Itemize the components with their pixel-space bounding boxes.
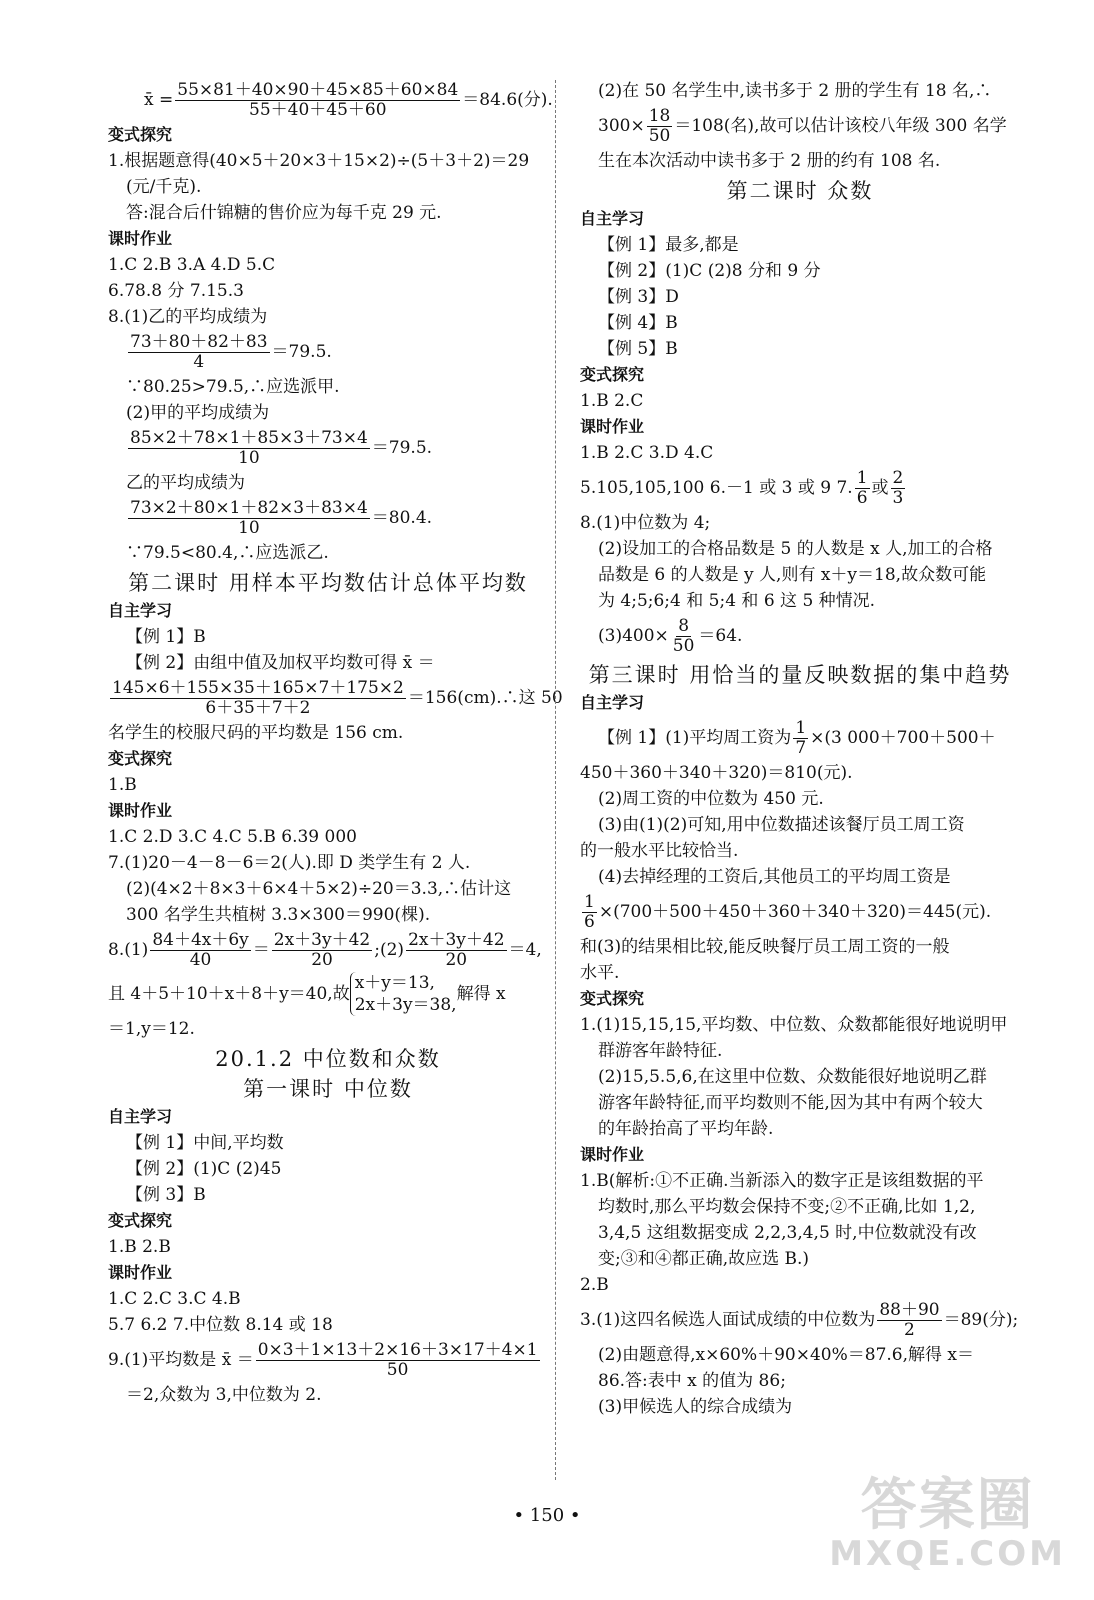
fraction xyxy=(793,719,808,758)
formula-line xyxy=(108,676,563,720)
text: ＝108(名),故可以估计该校八年级 300 名学 xyxy=(674,116,1007,136)
formula-line xyxy=(580,1298,1020,1342)
watermark-url: MXQE.COM xyxy=(829,1534,1066,1574)
formula-line xyxy=(108,330,548,374)
formula-line xyxy=(108,972,548,1016)
text-line: 乙的平均成绩为 xyxy=(126,473,245,493)
text-line: 1.C 2.B 3.A 4.D 5.C xyxy=(108,255,276,275)
fraction xyxy=(406,931,506,970)
text: (3)400× xyxy=(598,626,669,646)
text-line: (元/千克). xyxy=(126,177,202,197)
right-column xyxy=(580,78,1020,1420)
watermark-text: 答案圈 xyxy=(860,1473,1035,1538)
equation-system xyxy=(350,972,457,1016)
text-line: 1.B xyxy=(108,775,137,795)
text-line: (2)15,5.5,6,在这里中位数、众数能很好地说明乙群 xyxy=(598,1067,987,1087)
text: 5.105,105,100 6.－1 或 3 或 9 7. xyxy=(580,478,853,498)
text-line: 品数是 6 的人数是 y 人,则有 x＋y＝18,故众数可能 xyxy=(598,565,987,585)
denominator: 7 xyxy=(795,737,807,758)
fraction xyxy=(150,931,250,970)
lesson-title: 第二课时 用样本平均数估计总体平均数 xyxy=(128,571,528,595)
fraction xyxy=(110,679,406,718)
text: ＝80.4. xyxy=(371,508,433,528)
numerator: 2 xyxy=(892,467,904,488)
left-column xyxy=(108,78,563,1408)
section-heading: 变式探究 xyxy=(108,1211,173,1230)
watermark-logo xyxy=(829,1473,1066,1574)
fraction xyxy=(256,1341,540,1380)
formula-line xyxy=(580,614,1020,658)
section-heading: 自主学习 xyxy=(580,693,645,712)
text: 8.(1) xyxy=(108,940,149,960)
section-heading: 课时作业 xyxy=(580,417,645,436)
numerator: 8 xyxy=(678,615,690,636)
equation: 2x＋3y＝38, xyxy=(354,995,457,1015)
numerator: 1 xyxy=(795,717,807,738)
text: ＝156(cm).∴这 50 xyxy=(407,688,563,708)
text: ×(700＋500＋450＋360＋340＋320)＝445(元). xyxy=(598,902,992,922)
text-line: ∵80.25>79.5,∴应选派甲. xyxy=(126,377,340,397)
text-line: (2)在 50 名学生中,读书多于 2 册的学生有 18 名,∴ xyxy=(598,81,992,101)
lesson-title: 第二课时 众数 xyxy=(726,179,874,203)
text-line: 8.(1)乙的平均成绩为 xyxy=(108,307,268,327)
fraction xyxy=(128,499,370,538)
numerator: 55×81＋40×90＋45×85＋60×84 xyxy=(177,79,459,100)
text-line: 1.C 2.C 3.C 4.B xyxy=(108,1289,241,1309)
text-line: 6.78.8 分 7.15.3 xyxy=(108,281,244,301)
text-line: 1.B 2.B xyxy=(108,1237,171,1257)
denominator: 10 xyxy=(238,517,260,538)
denominator: 50 xyxy=(648,125,671,146)
equation: x＋y＝13, xyxy=(354,973,435,993)
text-line: ＝2,众数为 3,中位数为 2. xyxy=(126,1385,322,1405)
denominator: 20 xyxy=(445,949,468,970)
text-line: ＝1,y＝12. xyxy=(108,1019,195,1039)
numerator: 145×6＋155×35＋165×7＋175×2 xyxy=(112,677,404,698)
text-line: 【例 2】由组中值及加权平均数可得 x̄ ＝ xyxy=(126,653,435,673)
text: x̄ = xyxy=(144,90,174,110)
numerator: 0×3＋1×13＋2×16＋3×17＋4×1 xyxy=(257,1339,538,1360)
text-line: 的年龄抬高了平均年龄. xyxy=(598,1119,774,1139)
text: 且 4＋5＋10＋x＋8＋y＝40,故 xyxy=(108,984,350,1004)
denominator: 50 xyxy=(672,635,695,656)
text-line: 1.B 2.C 3.D 4.C xyxy=(580,443,714,463)
text-line: 答:混合后什锦糖的售价应为每千克 29 元. xyxy=(126,203,442,223)
numerator: 88＋90 xyxy=(879,1299,940,1320)
denominator: 40 xyxy=(189,949,212,970)
section-heading: 变式探究 xyxy=(108,749,173,768)
text-line: 7.(1)20－4－8－6＝2(人).即 D 类学生有 2 人. xyxy=(108,853,471,873)
formula-line xyxy=(580,466,1020,510)
text-line: 【例 3】B xyxy=(126,1185,206,1205)
text-line: 3,4,5 这组数据变成 2,2,3,4,5 时,中位数就没有改 xyxy=(598,1223,977,1243)
text-line: 群游客年龄特征. xyxy=(598,1041,723,1061)
formula-line xyxy=(108,496,548,540)
numerator: 18 xyxy=(648,105,671,126)
denominator: 6 xyxy=(856,487,868,508)
fraction xyxy=(855,469,870,508)
text-line: 【例 1】B xyxy=(126,627,206,647)
text-line: 【例 2】(1)C (2)45 xyxy=(126,1159,282,1179)
text-line: (3)甲候选人的综合成绩为 xyxy=(598,1397,793,1417)
text-line: (2)甲的平均成绩为 xyxy=(126,403,270,423)
text-line: ∵79.5<80.4,∴应选派乙. xyxy=(126,543,329,563)
text-line: 1.根据题意得(40×5＋20×3＋15×2)÷(5＋3＋2)＝29 xyxy=(108,151,530,171)
text: 解得 x xyxy=(456,984,506,1004)
denominator: 4 xyxy=(193,351,205,372)
numerator: 1 xyxy=(856,467,868,488)
formula-line xyxy=(108,426,548,470)
numerator: 2x＋3y＋42 xyxy=(273,929,371,950)
text: ＝4, xyxy=(508,940,542,960)
section-heading: 变式探究 xyxy=(580,989,645,1008)
text: ＝84.6(分). xyxy=(462,90,553,110)
text: ＝79.5. xyxy=(371,438,433,458)
text-line: 均数时,那么平均数会保持不变;②不正确,比如 1,2, xyxy=(598,1197,976,1217)
text-line: (2)设加工的合格品数是 5 的人数是 x 人,加工的合格 xyxy=(598,539,993,559)
lesson-title: 第三课时 用恰当的量反映数据的集中趋势 xyxy=(588,663,1012,687)
column-divider xyxy=(555,80,556,1480)
text-line: 为 4;5;6;4 和 5;4 和 6 这 5 种情况. xyxy=(598,591,876,611)
text-line: (2)由题意得,x×60%＋90×40%＝87.6,解得 x＝ xyxy=(598,1345,975,1365)
denominator: 20 xyxy=(311,949,333,970)
fraction xyxy=(175,81,460,120)
denominator: 2 xyxy=(904,1319,915,1340)
denominator: 50 xyxy=(386,1359,409,1380)
section-heading: 课时作业 xyxy=(108,229,173,248)
section-heading: 自主学习 xyxy=(108,1107,173,1126)
text: ＝ xyxy=(252,940,270,960)
text: ;(2) xyxy=(374,940,405,960)
text-line: 的一般水平比较恰当. xyxy=(580,841,739,861)
text-line: 1.B 2.C xyxy=(580,391,644,411)
text-line: 变;③和④都正确,故应选 B.) xyxy=(598,1249,810,1269)
denominator: 6 xyxy=(584,911,595,932)
text-line: 生在本次活动中读书多于 2 册的约有 108 名. xyxy=(598,151,941,171)
section-heading: 自主学习 xyxy=(108,601,173,620)
text-line: 1.(1)15,15,15,平均数、中位数、众数都能很好地说明甲 xyxy=(580,1015,1008,1035)
text-line: (4)去掉经理的工资后,其他员工的平均周工资是 xyxy=(598,867,951,887)
fraction xyxy=(272,931,372,970)
text: ＝64. xyxy=(698,626,743,646)
text: ＝79.5. xyxy=(271,342,332,362)
denominator: 55＋40＋45＋60 xyxy=(249,99,387,120)
text-line: 【例 3】D xyxy=(598,287,679,307)
page-number: • 150 • xyxy=(513,1505,581,1526)
fraction xyxy=(671,617,697,656)
text: 或 xyxy=(871,478,889,498)
fraction xyxy=(647,107,673,146)
text-line: 1.B(解析:①不正确.当新添入的数字正是该组数据的平 xyxy=(580,1171,984,1191)
text-line: 86.答:表中 x 的值为 86; xyxy=(598,1371,786,1391)
text: ＝89(分); xyxy=(943,1310,1019,1330)
text-line: 8.(1)中位数为 4; xyxy=(580,513,711,533)
text: 【例 1】(1)平均周工资为 xyxy=(598,728,792,748)
text-line: 游客年龄特征,而平均数则不能,因为其中有两个较大 xyxy=(598,1093,983,1113)
fraction xyxy=(582,893,597,932)
section-heading: 变式探究 xyxy=(108,125,173,144)
text-line: 【例 1】最多,都是 xyxy=(598,235,739,255)
text-line: 450＋360＋340＋320)＝810(元). xyxy=(580,763,853,783)
fraction xyxy=(877,1301,941,1340)
formula-line xyxy=(108,78,553,122)
text-line: 2.B xyxy=(580,1275,609,1295)
denominator: 6＋35＋7＋2 xyxy=(205,697,311,718)
formula-line xyxy=(580,104,1020,148)
formula-line xyxy=(108,1338,548,1382)
numerator: 84＋4x＋6y xyxy=(152,929,249,950)
text-line: 300 名学生共植树 3.3×300＝990(棵). xyxy=(126,905,431,925)
fraction xyxy=(891,469,906,508)
section-heading: 课时作业 xyxy=(108,1263,173,1282)
numerator: 73＋80＋82＋83 xyxy=(130,331,268,352)
fraction xyxy=(128,333,270,372)
text-line: 【例 1】中间,平均数 xyxy=(126,1133,284,1153)
lesson-title: 第一课时 中位数 xyxy=(243,1077,413,1101)
denominator: 10 xyxy=(238,447,260,468)
text-line: 5.7 6.2 7.中位数 8.14 或 18 xyxy=(108,1315,333,1335)
numerator: 85×2＋78×1＋85×3＋73×4 xyxy=(130,427,368,448)
text-line: (2)周工资的中位数为 450 元. xyxy=(598,789,824,809)
text: 9.(1)平均数是 x̄ ＝ xyxy=(108,1350,254,1370)
text: ×(3 000＋700＋500＋ xyxy=(810,728,996,748)
formula-line xyxy=(108,928,548,972)
text-line: 【例 4】B xyxy=(598,313,678,333)
section-title: 20.1.2 中位数和众数 xyxy=(215,1047,441,1071)
formula-line xyxy=(580,890,1020,934)
numerator: 2x＋3y＋42 xyxy=(408,929,505,950)
text-line: 1.C 2.D 3.C 4.C 5.B 6.39 000 xyxy=(108,827,357,847)
text: 300× xyxy=(598,116,645,136)
section-heading: 自主学习 xyxy=(580,209,645,228)
text-line: (3)由(1)(2)可知,用中位数描述该餐厅员工周工资 xyxy=(598,815,965,835)
denominator: 3 xyxy=(892,487,904,508)
text-line: 水平. xyxy=(580,963,620,983)
numerator: 73×2＋80×1＋82×3＋83×4 xyxy=(130,497,368,518)
text: 3.(1)这四名候选人面试成绩的中位数为 xyxy=(580,1310,876,1330)
section-heading: 课时作业 xyxy=(108,801,173,820)
section-heading: 变式探究 xyxy=(580,365,645,384)
numerator: 1 xyxy=(584,891,595,912)
fraction xyxy=(128,429,370,468)
text-line: 和(3)的结果相比较,能反映餐厅员工周工资的一般 xyxy=(580,937,950,957)
section-heading: 课时作业 xyxy=(580,1145,645,1164)
text-line: (2)(4×2＋8×3＋6×4＋5×2)÷20＝3.3,∴估计这 xyxy=(126,879,512,899)
text-line: 名学生的校服尺码的平均数是 156 cm. xyxy=(108,723,404,743)
text-line: 【例 5】B xyxy=(598,339,678,359)
formula-line xyxy=(580,716,1020,760)
text-line: 【例 2】(1)C (2)8 分和 9 分 xyxy=(598,261,821,281)
